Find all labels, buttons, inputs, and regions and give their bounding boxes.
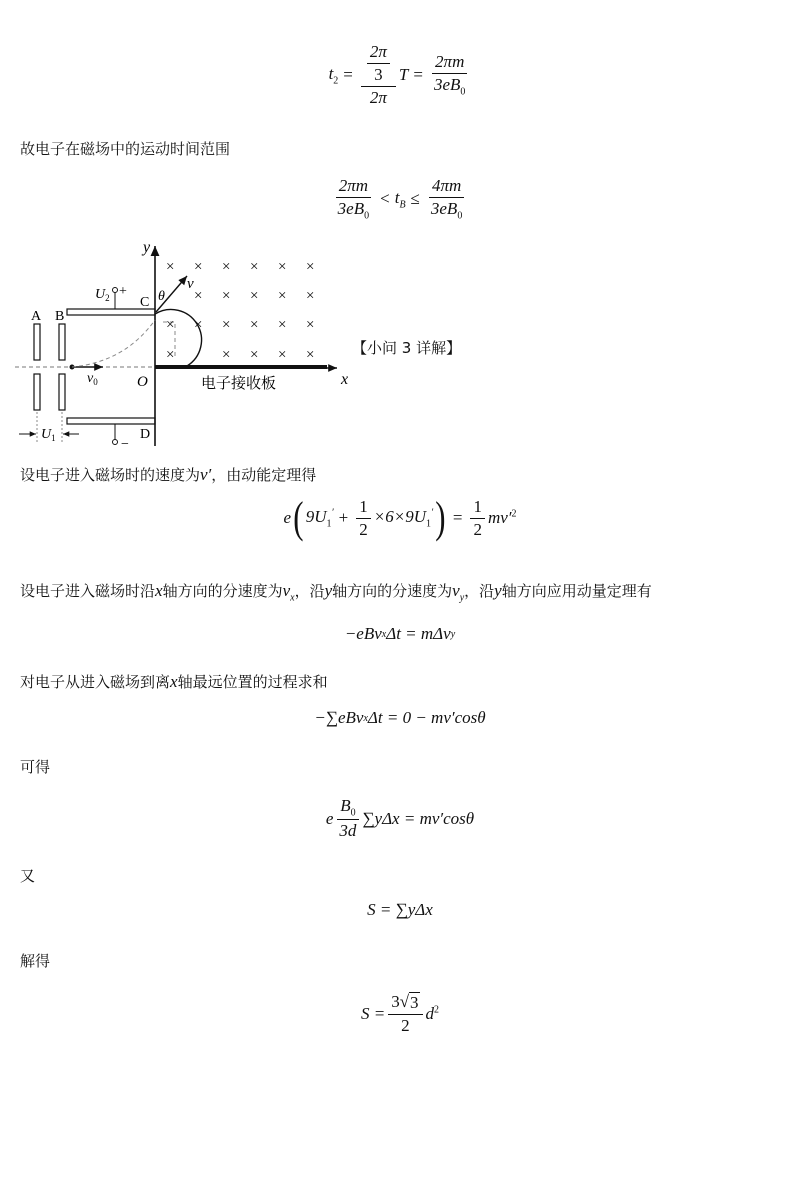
field-cross: × (194, 288, 203, 304)
field-cross: × (306, 259, 315, 275)
equation-t2: $t_2$ = $\frac{\frac{2\pi}{3}}{2\pi}$ T = $\frac{2\pi m}{3eB_0}$ (0, 42, 800, 108)
field-cross: × (278, 288, 287, 304)
field-cross: × (250, 347, 259, 363)
receiver-label: 电子接收板 (201, 376, 277, 392)
equation-momentum: −eBv x Δt = mΔv y (344, 624, 456, 643)
equation-result1: e $\frac{B_0}{3d}$ ∑yΔx = mv′cosθ (325, 796, 475, 841)
paragraph-velocity: 设电子进入磁场时的速度为v′，由动能定理得 (20, 465, 317, 484)
paragraph-components: 设电子进入磁场时沿x轴方向的分速度为$v_x$，沿y轴方向的分速度为$v_y$，沿y轴方向应用动量定理有 (20, 581, 652, 604)
field-cross: × (166, 259, 175, 275)
field-cross: × (306, 347, 315, 363)
t2-fraction: $\frac{\frac{2\pi}{3}}{2\pi}$ (361, 42, 396, 108)
section-label: 【小问 3 详解】 (352, 339, 462, 357)
field-cross: × (222, 259, 231, 275)
field-cross: × (194, 259, 203, 275)
field-cross: × (278, 259, 287, 275)
plate-d-label: D (140, 427, 151, 442)
field-cross: × (250, 259, 259, 275)
physics-diagram (15, 236, 365, 452)
x-axis-label: x (341, 371, 349, 388)
plate-a-label: A (31, 309, 42, 324)
plate-a-lower (34, 374, 40, 410)
origin-label: O (137, 374, 148, 390)
field-cross: × (222, 288, 231, 304)
magnetic-field (166, 259, 314, 363)
plate-c-label: C (140, 295, 150, 310)
range-left-fraction: $\frac{2\pi m}{3eB_0}$ (337, 176, 370, 222)
paragraph-obtain: 可得 (20, 758, 51, 776)
plate-a-upper (34, 324, 40, 360)
t2-symbol: $t_2$ (328, 63, 339, 87)
paragraph-solve: 解得 (20, 952, 51, 970)
range-right-fraction: $\frac{4\pi m}{3eB_0}$ (430, 176, 463, 222)
minus-label: − (121, 437, 129, 452)
field-cross: × (222, 347, 231, 363)
paragraph-sum: 对电子从进入磁场到离x轴最远位置的过程求和 (20, 672, 328, 691)
u1-label: $U_1$ (41, 427, 56, 443)
field-cross: × (166, 347, 175, 363)
field-cross: × (278, 347, 287, 363)
equation-area: S = ∑yΔx (367, 900, 433, 919)
field-cross: × (194, 317, 203, 333)
paragraph-also: 又 (20, 867, 36, 885)
equation-energy: e ( $9U_1'$ + $\frac{1}{2}$ $\times 6\times 9U_1'$ ) = $\frac{1}{2}$ $mv'^2$ (283, 493, 517, 542)
inner-fraction: $\frac{2\pi}{3}$ (367, 42, 390, 85)
plate-d (67, 418, 155, 424)
field-cross: × (250, 288, 259, 304)
v0-label: $v_0$ (87, 371, 98, 387)
field-cross: × (278, 317, 287, 333)
field-cross: × (166, 317, 175, 333)
theta-label: θ (158, 289, 165, 304)
velocity-label: v (187, 276, 194, 292)
field-cross: × (222, 317, 231, 333)
equation-final: S = 3 √ 3 2 $d^2$ (360, 992, 440, 1035)
field-cross: × (306, 317, 315, 333)
plate-b-upper (59, 324, 65, 360)
plate-b-label: B (55, 309, 65, 324)
paragraph-time-range: 故电子在磁场中的运动时间范围 (20, 140, 231, 158)
equation-sum: −∑eBv x Δt = 0 − mv′cosθ (314, 708, 486, 727)
period-symbol: T (398, 65, 409, 84)
field-cross: × (306, 288, 315, 304)
u2-label: $U_2$ (95, 287, 110, 303)
plate-b-lower (59, 374, 65, 410)
t2-result-fraction: $\frac{2\pi m}{3eB_0}$ (433, 52, 466, 98)
equation-time-range: $\frac{2\pi m}{3eB_0}$ < $t_B$ ≤ $\frac{4\pi m}{3eB_0}$ (0, 176, 800, 221)
field-cross: × (250, 317, 259, 333)
u2-plus: + (119, 284, 127, 299)
y-axis-label: y (143, 239, 151, 256)
